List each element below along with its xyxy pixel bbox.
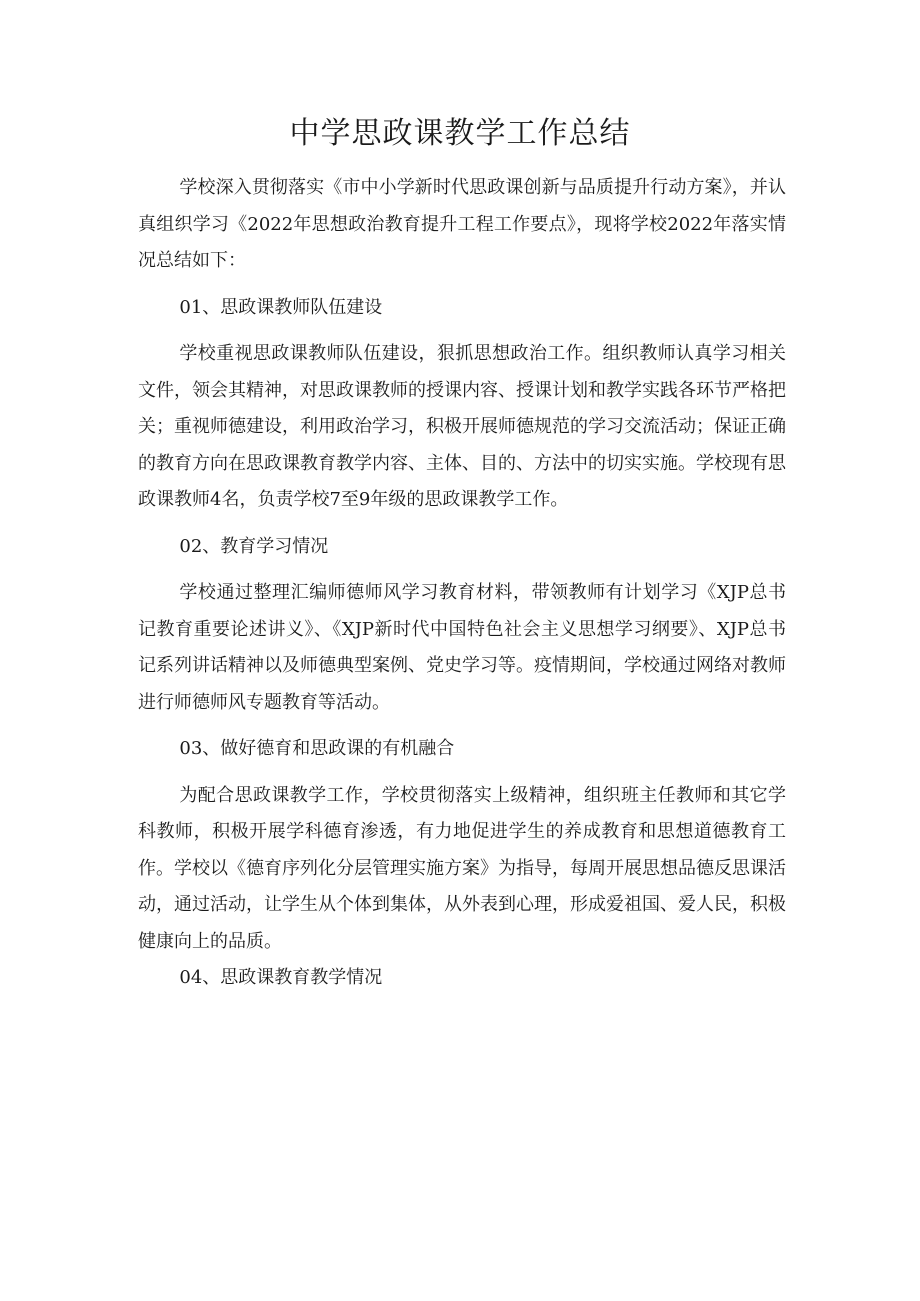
section-heading-4: 04、思政课教育教学情况 bbox=[179, 967, 383, 988]
section-body-3: 为配合思政课教学工作，学校贯彻落实上级精神，组织班主任教师和其它学科教师，积极开展学科德育渗透，有力地促进学生的养成教育和思想道德教育工作。学校以《德育序列化分层管理实施方案》为指导，每周开展思想品德反思课活动，通过活动，让学生从个体到集体，从外表到心理，形成爱祖国、爱人民，积极健康向上的品质。 bbox=[138, 784, 786, 952]
section-heading-2: 02、教育学习情况 bbox=[179, 535, 329, 557]
section-heading-3: 03、做好德育和思政课的有机融合 bbox=[179, 738, 455, 759]
section-heading-1: 01、思政课教师队伍建设 bbox=[179, 296, 383, 318]
intro-paragraph: 学校深入贯彻落实《市中小学新时代思政课创新与品质提升行动方案》，并认真组织学习《2022年思想政治教育提升工程工作要点》，现将学校2022年落实情况总结如下： bbox=[138, 177, 786, 271]
section-body-1: 学校重视思政课教师队伍建设，狠抓思想政治工作。组织教师认真学习相关文件，领会其精神，对思政课教师的授课内容、授课计划和教学实践各环节严格把关；重视师德建设，利用政治学习，积极开展师德规范的学习交流活动；保证正确的教育方向在思政课教育教学内容、主体、目的、方法中的切实实施。学校现有思政课教师4名，负责学校7至9年级的思政课教学工作。 bbox=[138, 343, 786, 510]
section-body-2: 学校通过整理汇编师德师风学习教育材料，带领教师有计划学习《XJP总书记教育重要论述讲义》、《XJP新时代中国特色社会主义思想学习纲要》、XJP总书记系列讲话精神以及师德典型案例、党史学习等。疫情期间，学校通过网络对教师进行师德师风专题教育等活动。 bbox=[138, 582, 786, 713]
document-body bbox=[138, 170, 786, 997]
document-title: 中学思政课教学工作总结 bbox=[289, 116, 631, 151]
